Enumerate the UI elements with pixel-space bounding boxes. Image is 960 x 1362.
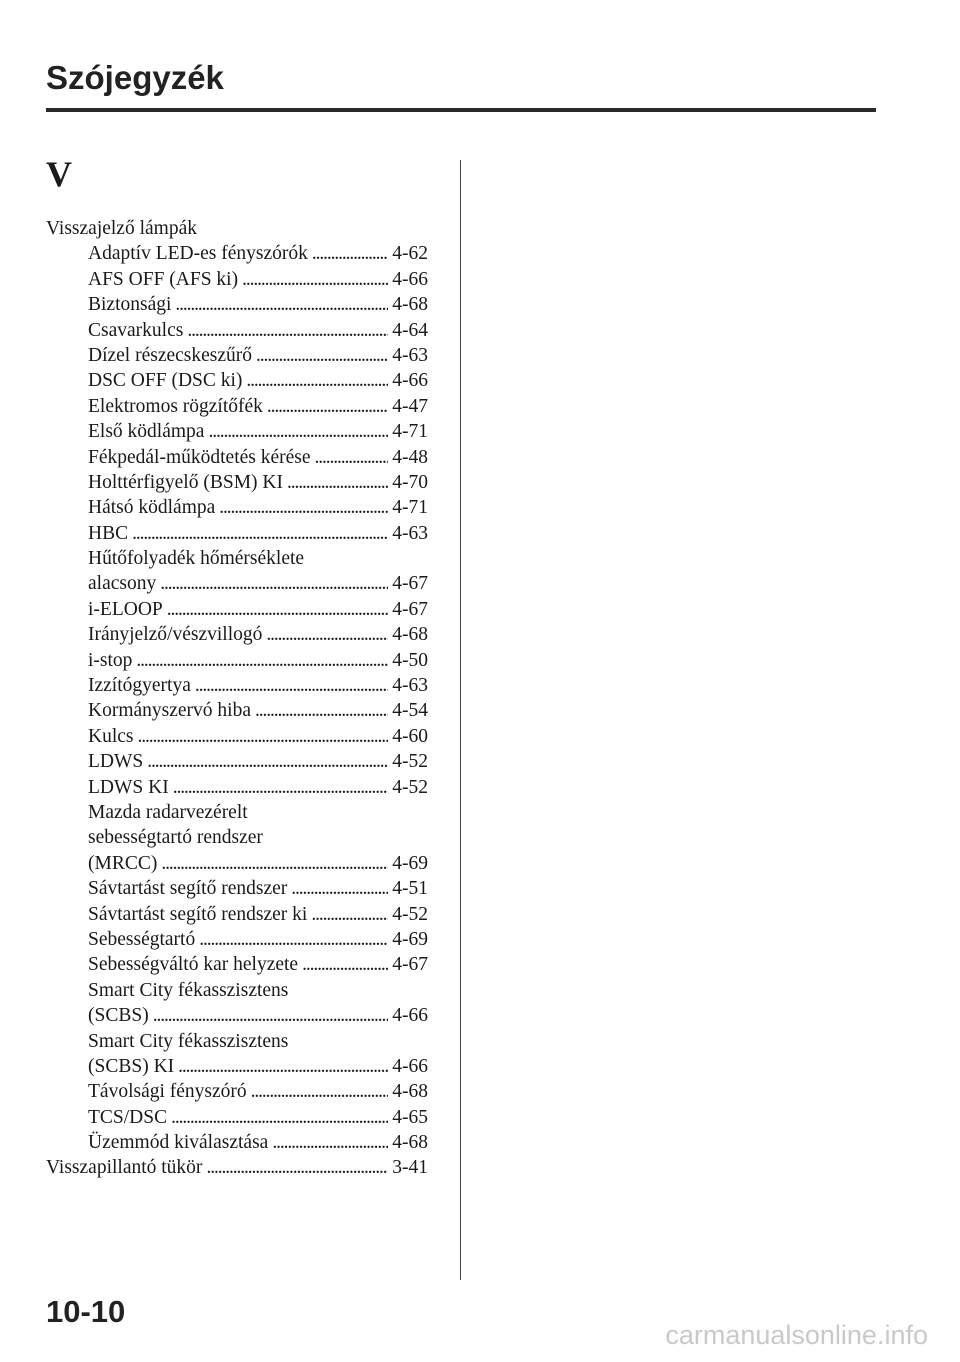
index-page-ref: 4-48 [392, 446, 428, 468]
index-term: HBC [88, 522, 129, 544]
dot-leader [171, 1105, 388, 1130]
index-term: Távolsági fényszóró [88, 1081, 247, 1103]
index-entry [46, 318, 428, 343]
dot-leader [266, 622, 388, 647]
index-entry [46, 470, 428, 495]
index-term: AFS OFF (AFS ki) [88, 268, 239, 290]
index-page-ref: 4-68 [392, 624, 428, 646]
index-list [46, 216, 428, 1181]
index-entry [46, 1105, 428, 1130]
index-term: Csavarkulcs [88, 319, 184, 341]
index-entry [46, 952, 428, 977]
index-entry [46, 546, 428, 571]
index-entry [46, 673, 428, 698]
index-term: Visszapillantó tükör [46, 1157, 203, 1179]
index-page-ref: 4-64 [392, 319, 428, 341]
index-term: Hűtőfolyadék hőmérséklete [88, 548, 305, 570]
dot-leader [132, 521, 388, 546]
index-entry [46, 495, 428, 520]
index-page-ref: 4-63 [392, 522, 428, 544]
index-page-ref: 4-63 [392, 675, 428, 697]
index-entry [46, 800, 428, 825]
index-page-ref: 4-68 [392, 1081, 428, 1103]
index-term: Kormányszervó hiba [88, 700, 251, 722]
dot-leader [315, 445, 389, 470]
index-entry [46, 1029, 428, 1054]
header-rule [46, 108, 876, 112]
index-entry [46, 267, 428, 292]
dot-leader [206, 1155, 388, 1180]
index-entry [46, 597, 428, 622]
index-entry [46, 292, 428, 317]
index-entry [46, 648, 428, 673]
dot-leader [167, 597, 389, 622]
index-entry [46, 241, 428, 266]
index-term: Adaptív LED-es fényszórók [88, 243, 308, 265]
page-title: Szójegyzék [46, 59, 224, 96]
dot-leader [138, 724, 389, 749]
dot-leader [160, 571, 388, 596]
index-entry [46, 775, 428, 800]
index-entry [46, 419, 428, 444]
index-term: Fékpedál-működtetés kérése [88, 446, 311, 468]
index-term: Kulcs [88, 725, 134, 747]
dot-leader [302, 952, 388, 977]
index-term: Biztonsági [88, 294, 172, 316]
index-term: (SCBS) [88, 1005, 149, 1027]
dot-leader [147, 749, 388, 774]
index-term: LDWS KI [88, 776, 169, 798]
index-page-ref: 4-50 [392, 649, 428, 671]
index-term: Izzítógyertya [88, 675, 191, 697]
index-term: Irányjelző/vészvillogó [88, 624, 263, 646]
dot-leader [195, 673, 388, 698]
dot-leader [272, 1130, 388, 1155]
index-page-ref: 4-67 [392, 598, 428, 620]
index-page-ref: 4-71 [392, 497, 428, 519]
dot-leader [161, 851, 388, 876]
index-page-ref: 4-69 [392, 852, 428, 874]
dot-leader [256, 343, 388, 368]
index-page-ref: 4-66 [392, 1055, 428, 1077]
dot-leader [187, 318, 388, 343]
dot-leader [246, 368, 388, 393]
dot-leader [287, 470, 388, 495]
index-entry [46, 851, 428, 876]
index-entry [46, 825, 428, 850]
dot-leader [136, 648, 388, 673]
index-entry [46, 445, 428, 470]
index-page-ref: 4-66 [392, 268, 428, 290]
index-entry [46, 1155, 428, 1180]
dot-leader [208, 419, 388, 444]
index-entry [46, 698, 428, 723]
index-term: Dízel részecskeszűrő [88, 344, 253, 366]
index-entry [46, 571, 428, 596]
index-page-ref: 3-41 [392, 1157, 428, 1179]
index-entry [46, 724, 428, 749]
index-entry [46, 927, 428, 952]
index-page-ref: 4-65 [392, 1106, 428, 1128]
index-term: Sávtartást segítő rendszer ki [88, 903, 308, 925]
index-term: (MRCC) [88, 852, 158, 874]
dot-leader [153, 1003, 389, 1028]
index-entry [46, 343, 428, 368]
index-page-ref: 4-51 [392, 878, 428, 900]
index-entry [46, 902, 428, 927]
index-page-ref: 4-54 [392, 700, 428, 722]
index-term: Sebességváltó kar helyzete [88, 954, 299, 976]
dot-leader [255, 698, 388, 723]
dot-leader [291, 876, 388, 901]
index-page-ref: 4-69 [392, 928, 428, 950]
index-term: DSC OFF (DSC ki) [88, 370, 243, 392]
index-page-ref: 4-68 [392, 1132, 428, 1154]
index-term: (SCBS) KI [88, 1055, 175, 1077]
index-entry [46, 749, 428, 774]
index-term: Elektromos rögzítőfék [88, 395, 263, 417]
index-term: alacsony [88, 573, 157, 595]
index-page-ref: 4-52 [392, 903, 428, 925]
index-page-ref: 4-70 [392, 471, 428, 493]
index-entry [46, 622, 428, 647]
index-entry [46, 876, 428, 901]
index-page-ref: 4-66 [392, 1005, 428, 1027]
dot-leader [267, 394, 388, 419]
index-term: i-stop [88, 649, 133, 671]
dot-leader [178, 1054, 388, 1079]
index-page-ref: 4-71 [392, 421, 428, 443]
index-entry [46, 216, 428, 241]
index-page-ref: 4-52 [392, 751, 428, 773]
dot-leader [219, 495, 388, 520]
index-term: Smart City fékasszisztens [88, 1030, 289, 1052]
column-divider [460, 160, 461, 1280]
dot-leader [173, 775, 389, 800]
index-page-ref: 4-52 [392, 776, 428, 798]
index-term: Sebességtartó [88, 928, 196, 950]
dot-leader [251, 1079, 389, 1104]
index-term: Holttérfigyelő (BSM) KI [88, 471, 283, 493]
index-page-ref: 4-60 [392, 725, 428, 747]
page-number: 10-10 [46, 1294, 126, 1329]
watermark: carmanualsonline.info [665, 1320, 928, 1350]
dot-leader [312, 241, 388, 266]
index-page-ref: 4-62 [392, 243, 428, 265]
index-term: LDWS [88, 751, 144, 773]
index-entry [46, 368, 428, 393]
index-term: Első ködlámpa [88, 421, 205, 443]
index-term: i-ELOOP [88, 598, 163, 620]
index-entry [46, 1003, 428, 1028]
index-term: TCS/DSC [88, 1106, 168, 1128]
index-page-ref: 4-67 [392, 954, 428, 976]
dot-leader [242, 267, 388, 292]
dot-leader [311, 902, 388, 927]
index-term: Smart City fékasszisztens [88, 979, 289, 1001]
index-entry [46, 1079, 428, 1104]
index-page-ref: 4-63 [392, 344, 428, 366]
index-term: sebességtartó rendszer [88, 827, 263, 849]
index-entry [46, 521, 428, 546]
index-term: Mazda radarvezérelt [88, 801, 248, 823]
index-entry [46, 1054, 428, 1079]
index-page-ref: 4-68 [392, 294, 428, 316]
index-page-ref: 4-67 [392, 573, 428, 595]
index-entry [46, 394, 428, 419]
dot-leader [199, 927, 388, 952]
section-letter: V [46, 154, 72, 194]
index-entry [46, 1130, 428, 1155]
index-entry [46, 978, 428, 1003]
index-term: Üzemmód kiválasztása [88, 1132, 269, 1154]
index-term: Sávtartást segítő rendszer [88, 878, 288, 900]
index-term: Visszajelző lámpák [46, 218, 197, 239]
dot-leader [175, 292, 388, 317]
index-page-ref: 4-66 [392, 370, 428, 392]
index-term: Hátsó ködlámpa [88, 497, 216, 519]
index-page-ref: 4-47 [392, 395, 428, 417]
